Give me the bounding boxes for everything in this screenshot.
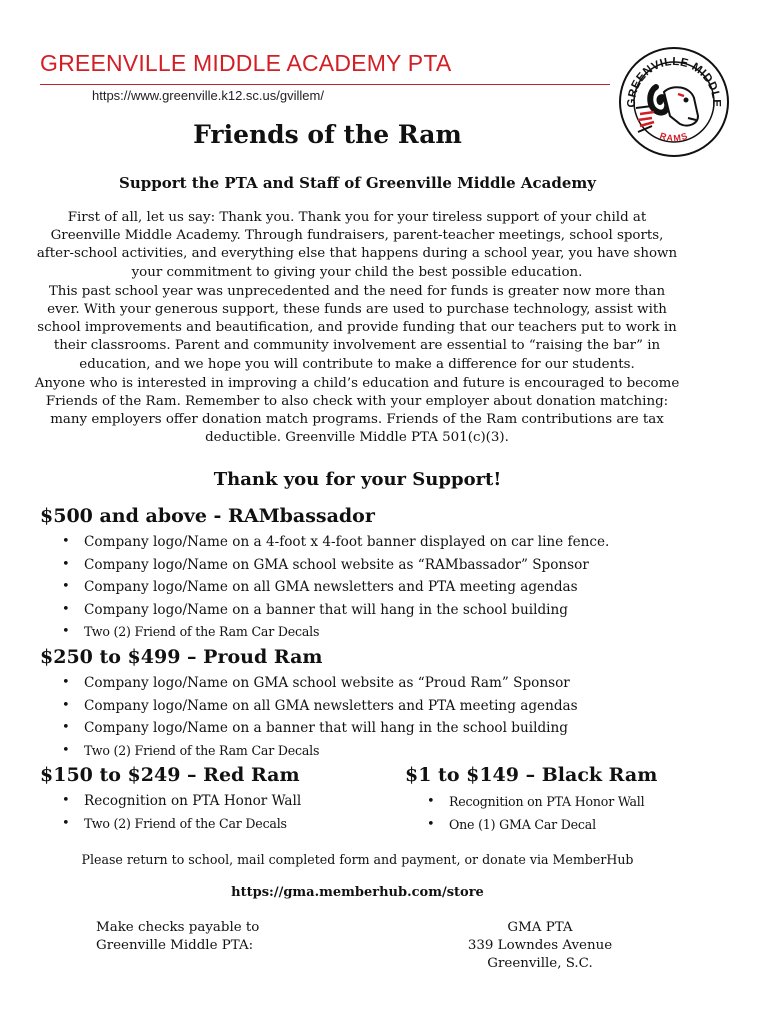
list-item: • Company logo/Name on a 4-foot x 4-foot banner displayed on car line fence. bbox=[40, 532, 680, 555]
mailing-address bbox=[440, 919, 640, 973]
tier-list-red-ram bbox=[40, 791, 380, 836]
list-item: • Company logo/Name on a banner that will hang in the school building bbox=[40, 600, 680, 623]
checks-line: Make checks payable to bbox=[96, 920, 260, 935]
tier-heading-black-ram: $1 to $149 – Black Ram bbox=[405, 764, 658, 786]
intro-paragraph: Anyone who is interested in improving a child’s education and future is encouraged to become Friends of the Ram. Remember to also check with your employer about donation matching: many employers offer donation match programs. Friends of the Ram contributions are tax deductible. Greenville Middle PTA 501(c)(3). bbox=[34, 375, 680, 446]
tier-heading-rambassador: $500 and above - RAMbassador bbox=[40, 505, 375, 527]
intro-paragraph: This past school year was unprecedented and the need for funds is greater now more than ever. With your generous support, these funds are used to purchase technology, assist with school improvements and beautification, and provide funding that our teachers put to work in their classrooms. Parent and community involvement are essential to “raising the bar” in education, and we hope you will contribute to make a difference for our students. bbox=[37, 283, 677, 372]
org-name: GREENVILLE MIDDLE ACADEMY PTA bbox=[40, 50, 452, 76]
logo-text-top: GREENVILLE MIDDLE bbox=[625, 55, 723, 108]
tier-heading-red-ram: $150 to $249 – Red Ram bbox=[40, 764, 300, 786]
memberhub-link[interactable]: https://gma.memberhub.com/store bbox=[231, 885, 484, 900]
address-line: 339 Lowndes Avenue bbox=[467, 938, 613, 953]
address-line: Greenville, S.C. bbox=[487, 956, 593, 971]
list-item: • Two (2) Friend of the Ram Car Decals bbox=[40, 622, 680, 645]
list-item: • Recognition on PTA Honor Wall bbox=[40, 791, 380, 814]
tier-list-black-ram bbox=[405, 792, 725, 837]
list-item: • Company logo/Name on GMA school website as “Proud Ram” Sponsor bbox=[40, 673, 680, 696]
address-line: GMA PTA bbox=[507, 920, 573, 935]
list-item: • Company logo/Name on a banner that will hang in the school building bbox=[40, 718, 680, 741]
list-item: • One (1) GMA Car Decal bbox=[405, 815, 725, 838]
page-title: Friends of the Ram bbox=[193, 120, 462, 149]
intro-paragraph: First of all, let us say: Thank you. Thank you for your tireless support of your child at Greenville Middle Academy. Through fundraisers, parent-teacher meetings, school sports, after-school activities, and everything else that happens during a school year, you have shown your commitment to giving your child the best possible education. bbox=[36, 210, 678, 280]
tier-list-proud-ram bbox=[40, 673, 680, 763]
list-item: • Company logo/Name on all GMA newsletters and PTA meeting agendas bbox=[40, 577, 680, 600]
tier-list-rambassador bbox=[40, 532, 680, 645]
header-divider bbox=[40, 84, 610, 85]
list-item: • Company logo/Name on all GMA newsletters and PTA meeting agendas bbox=[40, 696, 680, 719]
list-item: • Two (2) Friend of the Ram Car Decals bbox=[40, 741, 680, 764]
checks-line: Greenville Middle PTA: bbox=[96, 938, 254, 953]
list-item: • Two (2) Friend of the Car Decals bbox=[40, 814, 380, 837]
thanks-heading: Thank you for your Support! bbox=[213, 469, 502, 490]
page-subtitle: Support the PTA and Staff of Greenville Middle Academy bbox=[118, 174, 597, 192]
logo-text-bottom: RAMS bbox=[658, 130, 690, 144]
checks-payable bbox=[96, 919, 259, 955]
school-url[interactable]: https://www.greenville.k12.sc.us/gvillem/ bbox=[92, 88, 324, 103]
list-item: • Company logo/Name on GMA school website as “RAMbassador” Sponsor bbox=[40, 555, 680, 578]
return-instructions: Please return to school, mail completed form and payment, or donate via MemberHub bbox=[81, 852, 634, 867]
list-item: • Recognition on PTA Honor Wall bbox=[405, 792, 725, 815]
intro-text bbox=[34, 209, 680, 449]
tier-heading-proud-ram: $250 to $499 – Proud Ram bbox=[40, 646, 323, 668]
